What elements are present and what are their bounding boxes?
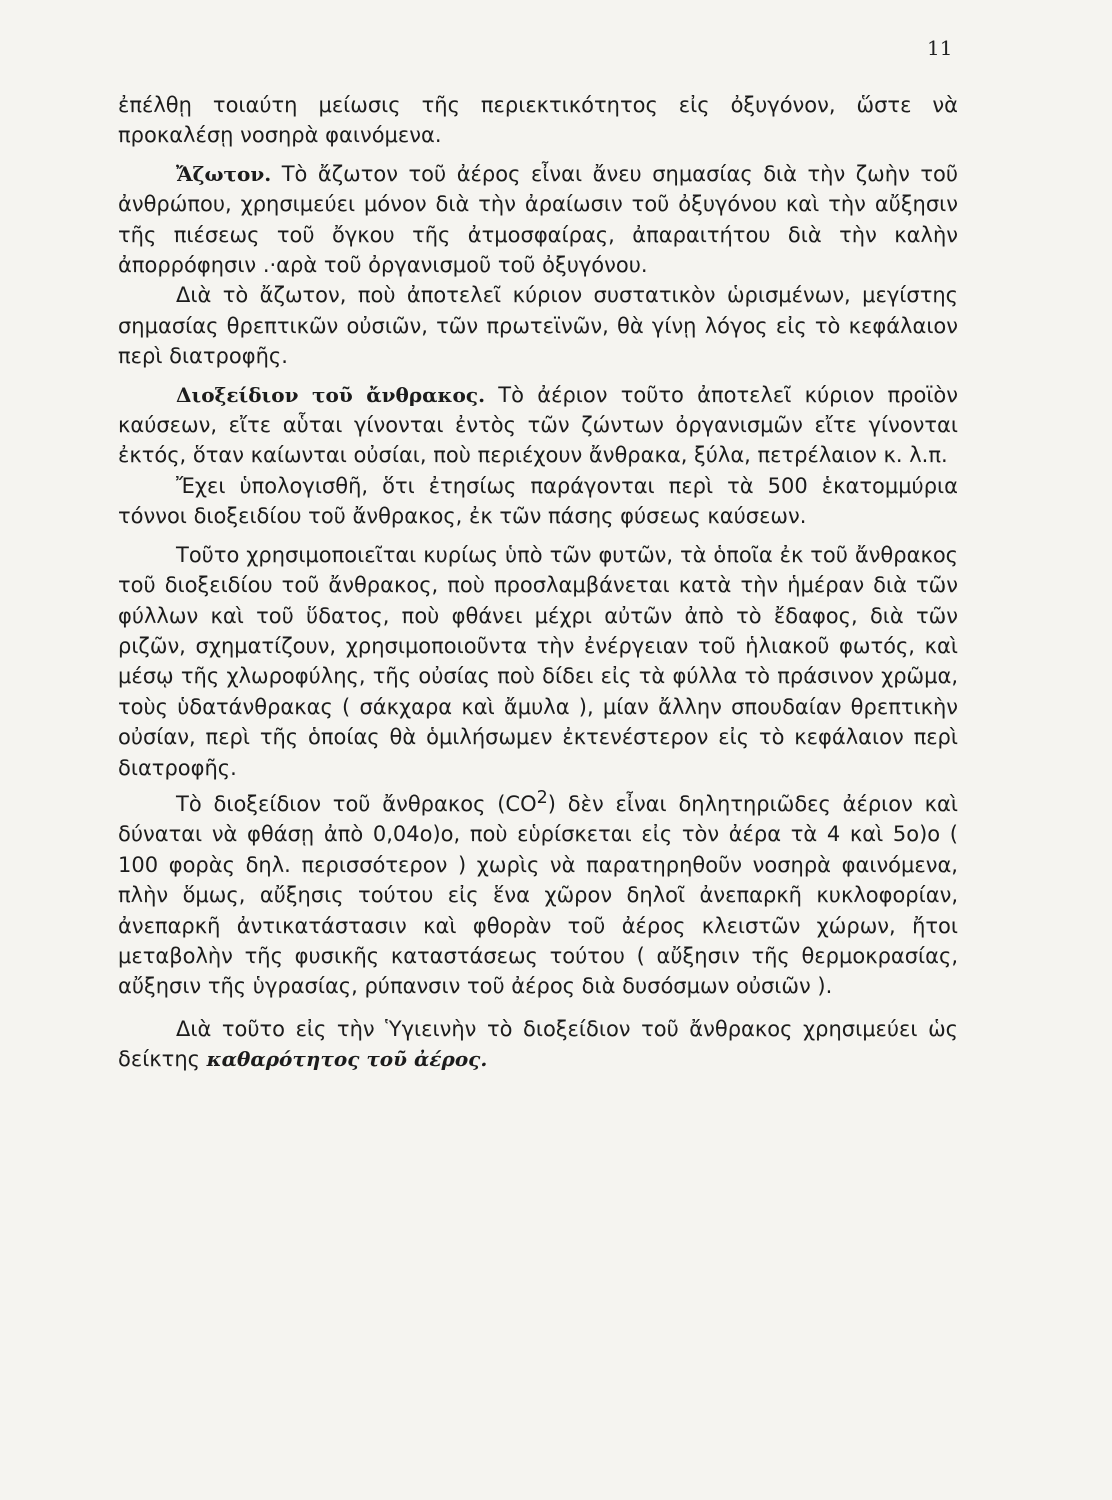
paragraph-text: ) δὲν εἶναι δηλητηριῶδες ἀέριον καὶ δύναται νὰ φθάσῃ ἀπὸ 0,04ο)ο, ποὺ εὑρίσκεται εἰς τὸν ἀέρα τὰ 4 καὶ 5ο)ο ( 100 φορὰς δηλ. περισσότερον ) χωρὶς νὰ παρατηρηθοῦν νοσηρὰ φαινόμενα, πλὴν ὅμως, αὔξησις τούτου εἰς ἕνα χῶρον δηλοῖ ἀνεπαρκῆ κυκλοφορίαν, ἀνεπαρκῆ ἀντικατάστασιν καὶ φθορὰν τοῦ ἀέρος κλειστῶν χώρων, ἤτοι μεταβολὴν τῆς φυσικῆς καταστάσεως τούτου ( αὔξησιν τῆς θερμοκρασίας, αὔξησιν τῆς ὑγρασίας, ρύπανσιν τοῦ ἀέρος διὰ δυσόσμων οὐσιῶν ). [118, 791, 958, 999]
paragraph-hygiene-indicator [118, 1014, 958, 1075]
paragraph-text: ἐπέλθῃ τοιαύτη μείωσις τῆς περιεκτικότητος εἰς ὀξυγόνον, ὥστε νὰ προκαλέσῃ νοσηρὰ φαινόμενα. [118, 93, 958, 148]
superscript: 2 [536, 787, 548, 808]
paragraph-text: Τὸ διοξείδιον τοῦ ἄνθρακος (CO [176, 791, 537, 816]
paragraph-nitrogen-nutrition [118, 280, 958, 371]
paragraph-text: Διὰ τὸ ἄζωτον, ποὺ ἀποτελεῖ κύριον συστατικὸν ὡρισμένων, μεγίστης σημασίας θρεπτικῶν οὐσιῶν, τῶν πρωτεϊνῶν, θὰ γίνῃ λόγος εἰς τὸ κεφάλαιον περὶ διατροφῆς. [118, 283, 958, 369]
section-heading-carbon-dioxide: Διοξείδιον τοῦ ἄνθρακος. [176, 382, 486, 407]
paragraph-co2-toxicity [118, 783, 958, 1002]
paragraph-text: Διὰ τοῦτο εἰς τὴν Ὑγιεινὴν τὸ διοξείδιον τοῦ ἄνθρακος χρησιμεύει ὡς δείκτης [118, 1016, 958, 1072]
paragraph-carbon-dioxide [118, 380, 958, 471]
paragraph-text: Τὸ ἀέριον τοῦτο ἀποτελεῖ κύριον προϊὸν καύσεων, εἴτε αὗται γίνονται ἐντὸς τῶν ζώντων ὀργανισμῶν εἴτε γίνονται ἐκτός, ὅταν καίωνται οὐσίαι, ποὺ περιέχουν ἄνθρακα, ξύλα, πετρέλαιον κ. λ.π. [118, 382, 958, 468]
page-number: 11 [927, 36, 953, 60]
paragraph-text: Τοῦτο χρησιμοποιεῖται κυρίως ὑπὸ τῶν φυτῶν, τὰ ὁποῖα ἐκ τοῦ ἄνθρακος τοῦ διοξειδίου τοῦ ἄνθρακος, ποὺ προσλαμβάνεται κατὰ τὴν ἡμέραν διὰ τῶν φύλλων καὶ τοῦ ὕδατος, ποὺ φθάνει μέχρι αὐτῶν ἀπὸ τὸ ἔδαφος, διὰ τῶν ριζῶν, σχηματίζουν, χρησιμοποιοῦντα τὴν ἐνέργειαν τοῦ ἡλιακοῦ φωτός, καὶ μέσῳ τῆς χλωροφύλης, τῆς οὐσίας ποὺ δίδει εἰς τὰ φύλλα τὸ πράσινον χρῶμα, τοὺς ὑδατάνθρακας ( σάκχαρα καὶ ἄμυλα ), μίαν ἄλλην σπουδαίαν θρεπτικὴν οὐσίαν, περὶ τῆς ὁποίας θὰ ὁμιλήσωμεν ἐκτενέστερον εἰς τὸ κεφάλαιον περὶ διατροφῆς. [118, 542, 958, 780]
paragraph-plants [118, 540, 958, 783]
paragraph-text: Τὸ ἄζωτον τοῦ ἀέρος εἶναι ἄνευ σημασίας διὰ τὴν ζωὴν τοῦ ἀνθρώπου, χρησιμεύει μόνον διὰ τὴν ἀραίωσιν τοῦ ὀξυγόνου καὶ τὴν αὔξησιν τῆς πιέσεως τοῦ ὄγκου τῆς ἀτμοσφαίρας, ἀπαραιτήτου διὰ τὴν καλὴν ἀπορρόφησιν .·αρὰ τοῦ ὀργανισμοῦ τοῦ ὀξυγόνου. [118, 161, 958, 278]
paragraph-nitrogen [118, 159, 958, 281]
section-heading-nitrogen: Ἄζωτον. [176, 161, 272, 186]
paragraph-text: Ἔχει ὑπολογισθῆ, ὅτι ἐτησίως παράγονται περὶ τὰ 500 ἑκατομμύρια τόννοι διοξειδίου τοῦ ἄνθρακος, ἐκ τῶν πάσης φύσεως καύσεων. [118, 473, 958, 529]
emphasis-text: καθαρότητος τοῦ ἀέρος. [206, 1047, 488, 1072]
paragraph-oxygen-end [118, 90, 958, 151]
paragraph-annual-production [118, 471, 958, 532]
body-text [118, 90, 958, 1075]
